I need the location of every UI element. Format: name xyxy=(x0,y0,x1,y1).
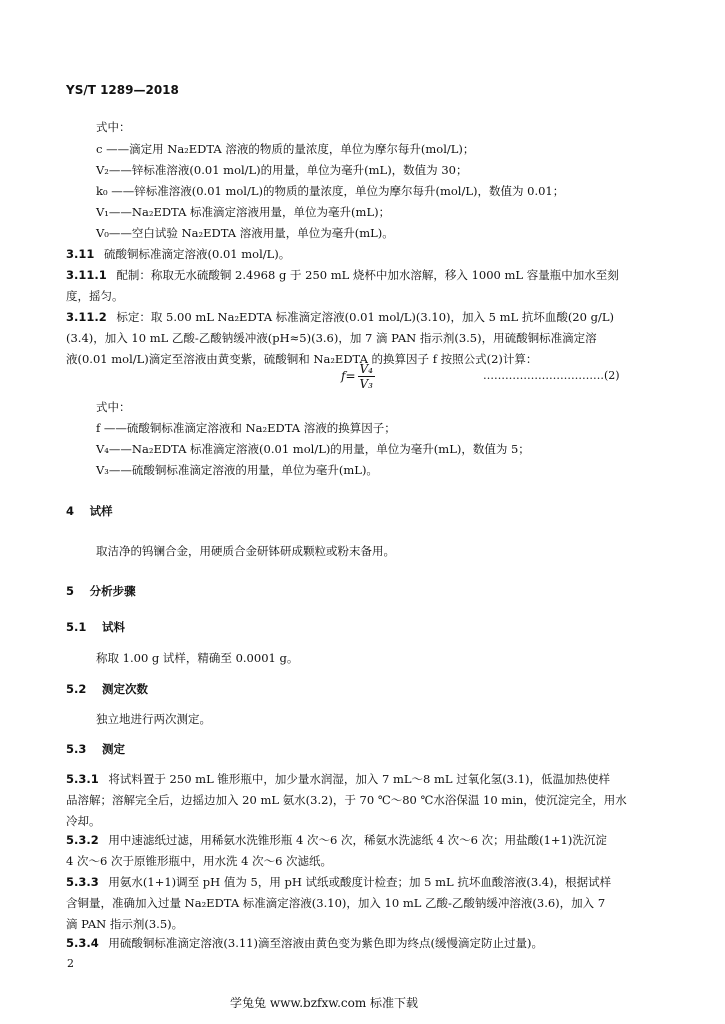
variable-definition: V₄——Na₂EDTA 标准滴定溶液(0.01 mol/L)的用量，单位为毫升(mL)，数值为 5； xyxy=(96,442,530,456)
section-number: 5 xyxy=(66,584,75,598)
section-number: 5.3.3 xyxy=(66,875,99,889)
section-3-11-1-line xyxy=(66,267,619,283)
variable-definition: V₃——硫酸铜标准滴定溶液的用量，单位为毫升(mL)。 xyxy=(96,463,378,477)
paragraph-text: 液(0.01 mol/L)滴定至溶液由黄变紫，硫酸铜和 Na₂EDTA 的换算因子 f 按照公式(2)计算： xyxy=(66,352,538,366)
section-title: 试样 xyxy=(89,504,113,518)
section-3-11 xyxy=(66,246,290,262)
paragraph-text: 4 次～6 次于原锥形瓶中，用水洗 4 次～6 次滤纸。 xyxy=(66,854,333,868)
paragraph-text: 配制：称取无水硫酸铜 2.4968 g 于 250 mL 烧杯中加水溶解，移入 1000 mL 容量瓶中加水至刻 xyxy=(116,268,619,282)
formula-2 xyxy=(341,362,375,391)
paragraph-text: 标定：取 5.00 mL Na₂EDTA 标准滴定溶液(0.01 mol/L)(3.10)，加入 5 mL 抗坏血酸(20 g/L) xyxy=(116,310,614,324)
paragraph-text: 用氨水(1+1)调至 pH 值为 5，用 pH 试纸或酸度计检查；加 5 mL 抗坏血酸溶液(3.4)，根据试样 xyxy=(108,875,612,889)
section-5-3-1-line xyxy=(66,771,610,787)
paragraph-text: 冷却。 xyxy=(66,814,101,828)
paragraph-text: 用硫酸铜标准滴定溶液(3.11)滴至溶液由黄色变为紫色即为终点(缓慢滴定防止过量)。 xyxy=(108,936,543,950)
formula-numerator: V₄ xyxy=(359,362,373,376)
section-title: 试料 xyxy=(102,620,126,634)
section-5-3-4-line xyxy=(66,935,543,951)
where-label: 式中： xyxy=(96,400,131,414)
paragraph-text: 滴 PAN 指示剂(3.5)。 xyxy=(66,917,184,931)
variable-definition: f ——硫酸铜标准滴定溶液和 Na₂EDTA 溶液的换算因子； xyxy=(96,421,396,435)
equation-number: ……………………………(2) xyxy=(483,369,620,382)
paragraph-text: 含铜量，准确加入过量 Na₂EDTA 标准滴定溶液(3.10)，加入 10 mL 乙酸-乙酸钠缓冲溶液(3.6)，加入 7 xyxy=(66,896,606,910)
page-number: 2 xyxy=(67,957,74,970)
document-code-header: YS/T 1289—2018 xyxy=(66,83,179,97)
paragraph-text: (3.4)，加入 10 mL 乙酸-乙酸钠缓冲液(pH≈5)(3.6)，加 7 滴 PAN 指示剂(3.5)，用硫酸铜标准滴定溶 xyxy=(66,331,597,345)
where-label: 式中： xyxy=(96,120,131,134)
section-title: 测定 xyxy=(102,742,126,756)
section-5-1-heading xyxy=(66,619,125,635)
section-number: 5.2 xyxy=(66,682,87,696)
section-number: 5.1 xyxy=(66,620,87,634)
section-title: 测定次数 xyxy=(102,682,149,696)
section-5-heading xyxy=(66,583,136,599)
variable-definition: V₀——空白试验 Na₂EDTA 溶液用量，单位为毫升(mL)。 xyxy=(96,226,394,240)
paragraph-text: 取洁净的钨镧合金，用硬质合金研钵研成颗粒或粉末备用。 xyxy=(96,544,395,558)
paragraph-text: 用中速滤纸过滤，用稀氨水洗锥形瓶 4 次～6 次，稀氨水洗滤纸 4 次～6 次；用盐酸(1+1)洗沉淀 xyxy=(108,833,607,847)
paragraph-text: 称取 1.00 g 试样，精确至 0.0001 g。 xyxy=(96,651,299,665)
section-number: 3.11.1 xyxy=(66,268,107,282)
section-title: 硫酸铜标准滴定溶液(0.01 mol/L)。 xyxy=(104,247,291,261)
section-number: 5.3 xyxy=(66,742,87,756)
paragraph-text: 独立地进行两次测定。 xyxy=(96,712,211,726)
section-number: 3.11 xyxy=(66,247,95,261)
variable-definition: c ——滴定用 Na₂EDTA 溶液的物质的量浓度，单位为摩尔每升(mol/L)； xyxy=(96,142,475,156)
paragraph-text: 品溶解；溶解完全后，边摇边加入 20 mL 氨水(3.2)，于 70 ℃～80 ℃水浴保温 10 min，使沉淀完全，用水 xyxy=(66,793,627,807)
section-5-3-2-line xyxy=(66,832,607,848)
section-5-2-heading xyxy=(66,681,148,697)
section-5-3-heading xyxy=(66,741,125,757)
paragraph-text: 度，摇匀。 xyxy=(66,289,124,303)
formula-denominator: V₃ xyxy=(359,377,373,391)
variable-definition: V₁——Na₂EDTA 标准滴定溶液用量，单位为毫升(mL)； xyxy=(96,205,391,219)
section-4-heading xyxy=(66,503,113,519)
variable-definition: k₀ ——锌标准溶液(0.01 mol/L)的物质的量浓度，单位为摩尔每升(mol/L)，数值为 0.01； xyxy=(96,184,565,198)
section-number: 5.3.4 xyxy=(66,936,99,950)
formula-lhs: f= xyxy=(341,369,356,383)
paragraph-text: 将试料置于 250 mL 锥形瓶中，加少量水润湿，加入 7 mL～8 mL 过氧化氢(3.1)，低温加热使样 xyxy=(108,772,610,786)
section-title: 分析步骤 xyxy=(89,584,136,598)
section-3-11-2-line xyxy=(66,309,614,325)
footer-watermark-text: 学兔兔 www.bzfxw.com 标准下载 xyxy=(230,996,419,1010)
section-number: 3.11.2 xyxy=(66,310,107,324)
section-number: 5.3.1 xyxy=(66,772,99,786)
formula-fraction xyxy=(358,362,375,391)
section-number: 5.3.2 xyxy=(66,833,99,847)
section-5-3-3-line xyxy=(66,874,611,890)
section-number: 4 xyxy=(66,504,75,518)
variable-definition: V₂——锌标准溶液(0.01 mol/L)的用量，单位为毫升(mL)，数值为 30； xyxy=(96,163,468,177)
